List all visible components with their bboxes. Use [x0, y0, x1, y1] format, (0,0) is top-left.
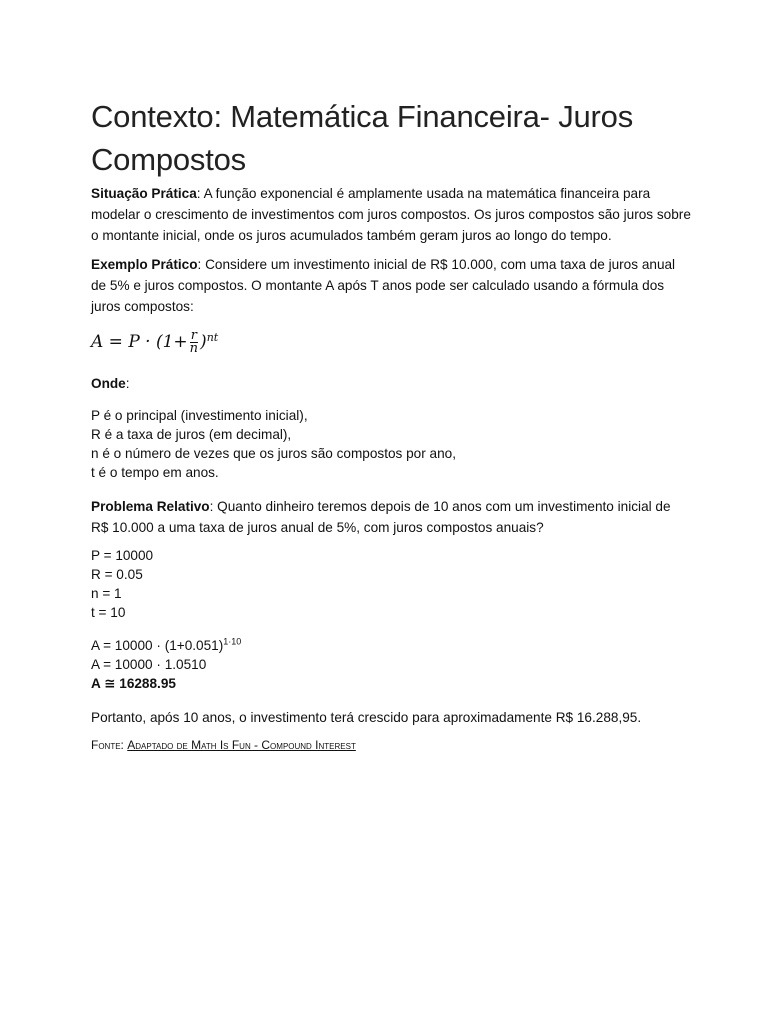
formula-numerator: r: [190, 327, 197, 343]
value-line: R = 0.05: [91, 567, 143, 582]
value-line: P = 10000: [91, 548, 154, 563]
page-title: Contexto: Matemática Financeira- Juros Compostos: [91, 99, 634, 177]
source-label: Fonte:: [91, 738, 124, 752]
source-link[interactable]: Adaptado de Math Is Fun - Compound Interest: [127, 738, 356, 752]
value-line: t = 10: [91, 605, 126, 620]
formula-denominator: n: [189, 340, 199, 356]
situacao-paragraph: [91, 183, 691, 246]
given-values: [91, 546, 691, 622]
formula-close: ): [200, 332, 207, 352]
compound-interest-formula: A = P · (1+ $\frac{r}{n}$ ) $^{nt}$: [91, 327, 219, 356]
onde-label: Onde: [91, 376, 126, 391]
source-line: [91, 736, 691, 754]
conclusion-paragraph: Portanto, após 10 anos, o investimento terá crescido para aproximadamente R$ 16.288,95.: [91, 710, 642, 725]
exemplo-label: Exemplo Prático: [91, 257, 198, 272]
problema-label: Problema Relativo: [91, 499, 210, 514]
calculation: [91, 636, 691, 693]
situacao-label: Situação Prática: [91, 186, 197, 201]
variable-definition: R é a taxa de juros (em decimal),: [91, 427, 292, 442]
calc-exponent: 1·10: [223, 636, 242, 647]
variable-definitions: [91, 406, 691, 482]
variable-definition: P é o principal (investimento inicial),: [91, 408, 308, 423]
exemplo-paragraph: [91, 254, 691, 317]
situacao-text: : A função exponencial é amplamente usada na matemática financeira para modelar o crescimento de investimentos com juros compostos. Os juros compostos são juros sobre o montante inicial, onde os juros acumulados também geram juros ao longo do tempo.: [91, 186, 691, 243]
problema-text: : Quanto dinheiro teremos depois de 10 anos com um investimento inicial de R$ 10.000 a uma taxa de juros anual de 5%, com juros compostos anuais?: [91, 499, 671, 535]
calc-line-2: A = 10000 · 1.0510: [91, 657, 207, 672]
onde-heading: Onde:: [91, 376, 130, 391]
exemplo-text: : Considere um investimento inicial de R$ 10.000, com uma taxa de juros anual de 5% e juros compostos. O montante A após T anos pode ser calculado usando a fórmula dos juros compostos:: [91, 257, 676, 314]
problema-paragraph: [91, 496, 691, 538]
formula-fraction: [189, 327, 199, 356]
variable-definition: t é o tempo em anos.: [91, 465, 219, 480]
value-line: n = 1: [91, 586, 122, 601]
formula-left: A = P · (1+: [91, 332, 188, 352]
variable-definition: n é o número de vezes que os juros são compostos por ano,: [91, 446, 456, 461]
calc-result: A ≅ 16288.95: [91, 676, 176, 691]
document-page: [91, 95, 691, 754]
calc-line-1: $A = 10000 \cdot (1+0.051)^{1\cdot 10}$: [91, 636, 242, 653]
